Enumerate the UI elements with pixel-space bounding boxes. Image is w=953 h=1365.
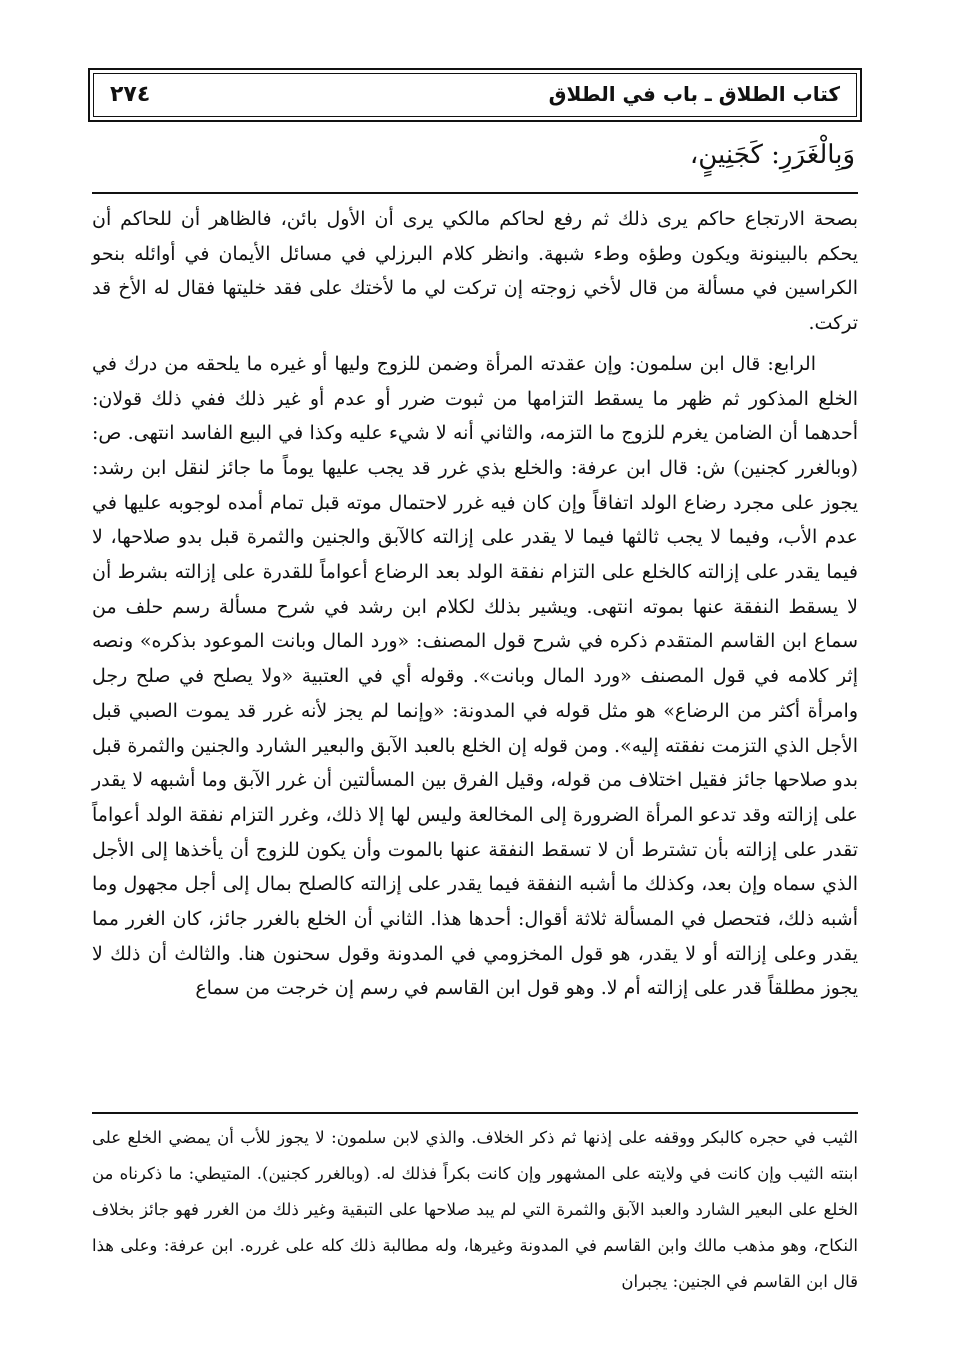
- matn-text: وَبِالْغَرَرِ: كَجَنِينٍ،: [689, 140, 855, 170]
- footnote-text: [92, 1120, 858, 1300]
- footnote-divider: [92, 1112, 858, 1114]
- top-divider: [92, 192, 858, 194]
- footnote-paragraph: الثيب في حجره كالبكر ووقفه على إذنها ثم ذكر الخلاف. والذي لابن سلمون: لا يجوز للأب أن يمضي الخلع على ابنته الثيب وإن كانت في ولايته على المشهور وإن كانت بكراً فذلك له. (وبالغرر كجنين). المتيطي: ما ذكرناه من الخلع على البعير الشارد والعبد الآبق والثمرة التي لم يبد صلاحها على التبقية وغير ذلك من الغرر فهو جائز بخلاف النكاح، وهو مذهب مالك وابن القاسم في المدونة وغيرها، وله مطالبة ذلك كله على غرره. ابن عرفة: وعلى هذا قال ابن القاسم في الجنين: يجبران: [92, 1128, 858, 1291]
- running-title: كتاب الطلاق ـ باب في الطلاق: [548, 82, 840, 106]
- paragraph-2: الرابع: قال ابن سلمون: وإن عقدته المرأة وضمن للزوج وليها أو غيره ما يلحقه من درك في الخلع المذكور ثم ظهر ما يسقط التزامها من ثبوت ضرر أو عدم أو غير ذلك ففي ذلك قولان: أحدهما أن الضامن يغرم للزوج ما التزمه، والثاني أنه لا شيء عليه وكذا في البيع الفاسد انتهى. ص: (وبالغرر كجنين) ش: قال ابن عرفة: والخلع بذي غرر قد يجب عليها يوماً ما جائز لنقل ابن رشد: يجوز على مجرد رضاع الولد اتفاقاً وإن كان فيه غرر لاحتمال موته قبل تمام أمده لوجوبه عليها في عدم الأب، وفيما لا يجب ثالثها فيما لا يقدر على إزالته كالآبق والجنين والثمرة قبل بدو صلاحها، لا فيما يقدر على إزالته كالخلع على التزام نفقة الولد بعد الرضاع أعواماً للقدرة على إزالته بشرط أن لا يسقط النفقة عنها بموته انتهى. ويشير بذلك لكلام ابن رشد في شرح مسألة رسم حلف من سماع ابن القاسم المتقدم ذكره في شرح قول المصنف: «ورد المال وبانت الموعود بذكره» ونصه إثر كلامه في قول المصنف «ورد المال وبانت». وقوله أي في العتبية «ولا يصلح في صلح رجل وامرأة أكثر من الرضاع» هو مثل قوله في المدونة: «وإنما لم يجز لأنه غرر قد يموت الصبي قبل الأجل الذي التزمت نفقته إليه». ومن قوله إن الخلع بالعبد الآبق والبعير الشارد والجنين والثمرة قبل بدو صلاحها جائز فقيل اختلاف من قوله، وقيل الفرق بين المسألتين أن غرر الآبق وما أشبهه لا يقدر على إزالته وقد تدعو المرأة الضرورة إلى المخالعة وليس لها إلا ذلك، وغرر التزام نفقة الولد أعواماً تقدر على إزالته بأن تشترط أن لا تسقط النفقة عنها بالموت وأن يكون للزوج أن يأخذها إلى الأجل الذي سماه وإن بعد، وكذلك ما أشبه النفقة فيما يقدر على إزالته كالصلح بمال إلى أجل مجهول وما أشبه ذلك، فتحصل في المسألة ثلاثة أقوال: أحدها هذا. الثاني أن الخلع بالغرر جائز، كان الغرر مما يقدر وعلى إزالته أو لا يقدر، هو قول المخزومي في المدونة وقول سحنون هنا. والثالث أن ذلك لا يجوز مطلقاً قدر على إزالته أم لا. وهو قول ابن القاسم في رسم إن خرجت من سماع: [92, 352, 858, 1000]
- commentary-text: [92, 202, 858, 1006]
- paragraph-1: بصحة الارتجاع حاكم يرى ذلك ثم رفع لحاكم مالكي يرى أن الأول بائن، فالظاهر أن للحاكم أن يحكم بالبينونة ويكون وطؤه وطء شبهة. وانظر كلام البرزلي في مسائل الأيمان في أوائله بنحو الكراسين في مسألة من قال لأخي زوجته إن تركت لي ما لأختك على فقد خليتها فقال له الأخ قد تركت.: [92, 208, 858, 335]
- page-header: [88, 68, 862, 122]
- page-number: ٢٧٤: [110, 82, 151, 107]
